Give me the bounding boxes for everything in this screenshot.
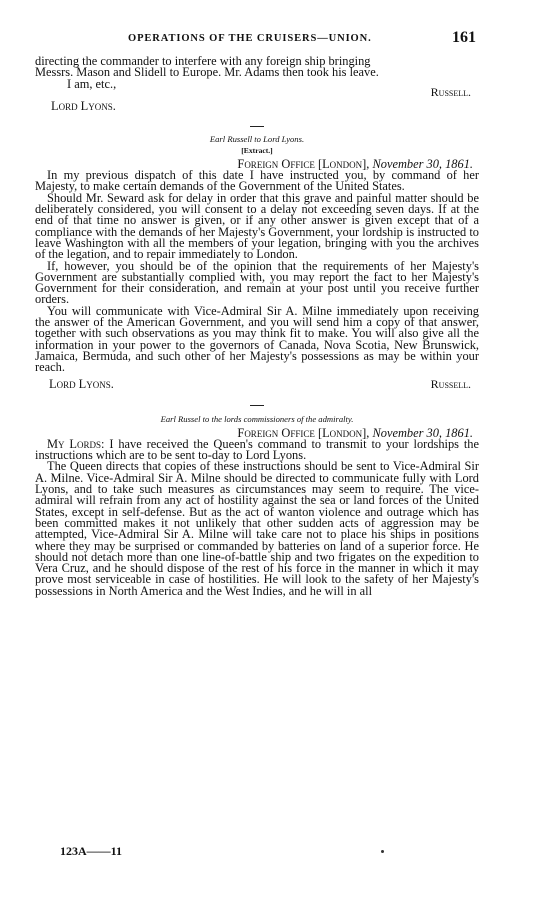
running-header — [0, 31, 544, 53]
text-line: directing the commander to interfere with any foreign ship bringing — [35, 54, 371, 68]
page-number: 161 — [452, 29, 476, 46]
running-title: OPERATIONS OF THE CRUISERS—UNION. — [128, 33, 372, 44]
addressee: Lord Lyons. — [51, 98, 116, 113]
addressee-row — [35, 98, 479, 114]
dateline-date: November 30, 1861. — [372, 156, 473, 171]
letter-heading: Earl Russell to Lord Lyons. — [209, 133, 305, 144]
ink-speck — [381, 850, 384, 853]
paragraph: The Queen directs that copies of these instructions should be sent to Vice-Admiral Sir A. Milne. Vice-Admiral Sir A. Milne should be directed to communicate fully with Lord Lyons, and to take such measures as circumstances may seem to require. The vice-admiral will refrain from any act of hostility against the sea or land forces of the United States, except in self-defense. But as the act of wanton violence and outrage which has been committed makes it not unlikely that other sudden acts of aggression may be attempted, Vice-Admiral Sir A. Milne will take care not to place his ships in positions where they may be surprised or commanded by batteries on land of a superior force. He should not detach more than one line-of-battle ship and two frigates on the expedition to Vera Cruz, and he should dispose of the rest of his force in the manner in which it may prove most serviceable in case of hostilities. He will look to the safety of her Majesty's possessions in North America and the West Indies, and he will in all — [35, 459, 479, 598]
dateline-office: Foreign Office [London], — [237, 156, 370, 171]
letter-heading: Earl Russel to the lords commissioners of the admiralty. — [160, 413, 354, 424]
paragraph: If, however, you should be of the opinion that the requirements of her Majesty's Government are substantially complied with, you may report the fact to her Majesty's Government for their consideration, and remain at your post until you receive further orders. — [35, 258, 479, 307]
signature: Russell. — [430, 84, 471, 99]
signature: Russell. — [430, 376, 471, 391]
closing-line: I am, etc., — [67, 76, 117, 91]
dateline-office: Foreign Office [London], — [237, 425, 370, 440]
signature-mark: 123A——11 — [60, 844, 123, 858]
paragraph: You will communicate with Vice-Admiral Sir A. Milne immediately upon receiving the answer of the American Government, and you will send him a copy of that answer, together with such observations as you may think fit to make. You will also give all the information in your power to the governors of Canada, Nova Scotia, New Brunswick, Jamaica, Bermuda, and such other of her Majesty's possessions as may be within your reach. — [35, 303, 479, 375]
salutation: My Lords: — [47, 436, 105, 451]
addressee: Lord Lyons. — [49, 376, 114, 391]
paragraph — [35, 436, 480, 463]
extract-label: [Extract.] — [241, 145, 273, 155]
dateline-date: November 30, 1861. — [372, 425, 473, 440]
paragraph: In my previous dispatch of this date I have instructed you, by command of her Majesty, to make certain demands of the Government of the United States. — [35, 168, 479, 194]
paragraph-text: I have received the Queen's command to transmit to your lordships the instructions which are to be sent to-day to Lord Lyons. — [35, 436, 480, 463]
text-line: Messrs. Mason and Slidell to Europe. Mr. Adams then took his leave. — [35, 65, 379, 80]
page-body — [35, 56, 479, 597]
signature-row — [35, 376, 479, 393]
paragraph: Should Mr. Seward ask for delay in order that this grave and painful matter should be deliberately considered, you will consent to a delay not exceeding seven days. If at the end of that time no answer is given, or if any other answer is given except that of a compliance with the demands of her Majesty's Government, your lordship is instructed to leave Washington with all the members of your legation, bringing with you the archives of the legation, and to repair immediately to London. — [35, 190, 479, 262]
